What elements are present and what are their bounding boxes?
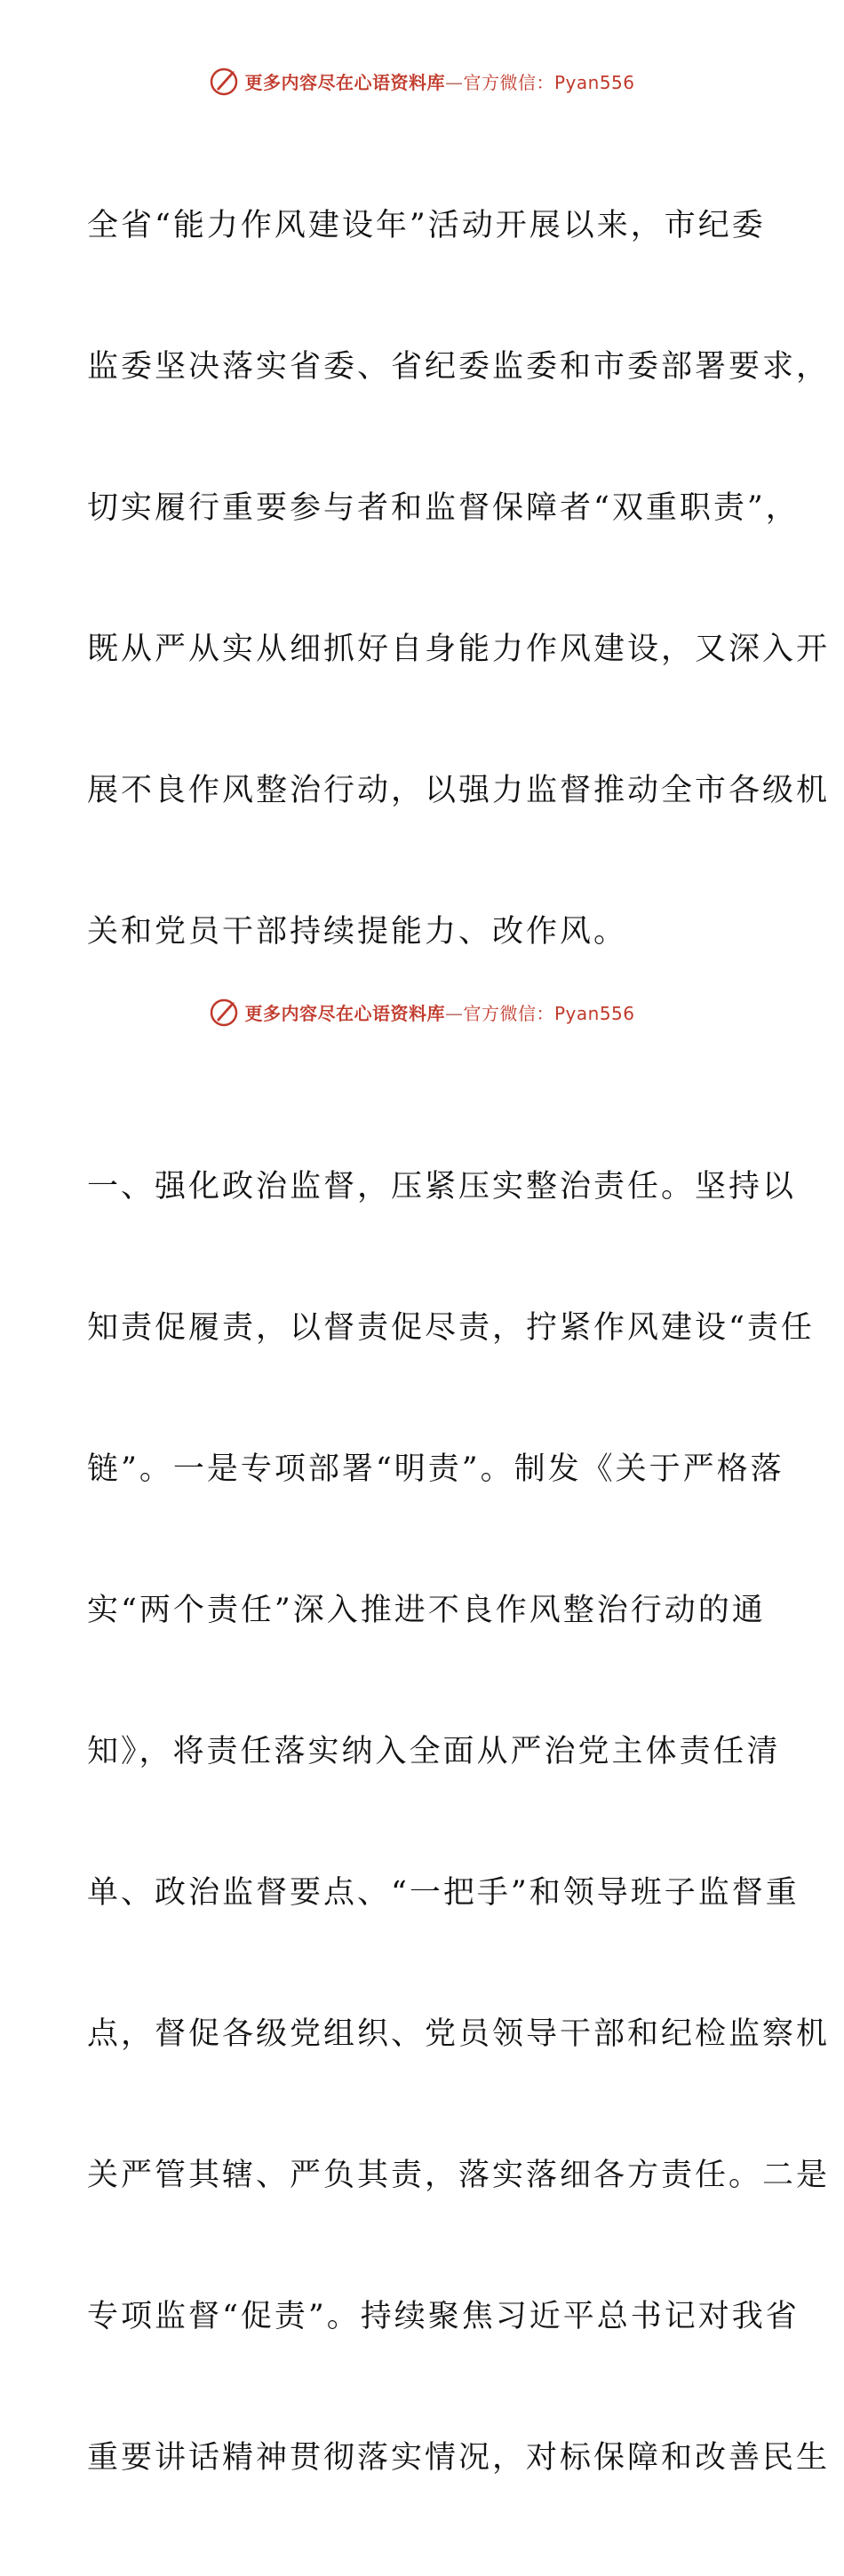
watermark-text	[244, 68, 634, 94]
watermark-site-text: 更多内容尽在心语资料库	[244, 71, 445, 93]
text-line: 监委坚决落实省委、省纪委监委和市委部署要求，	[87, 349, 831, 385]
watermark-separator: —	[444, 71, 464, 93]
paragraph-intro	[87, 108, 831, 1050]
footer-watermark	[0, 994, 844, 1030]
paragraph-section-one	[87, 1069, 831, 2576]
watermark-text	[244, 999, 634, 1025]
text-line: 展不良作风整治行动，以强力监督推动全市各级机	[87, 773, 831, 808]
text-line: 单、政治监督要点、“一把手”和领导班子监督重	[87, 1875, 800, 1911]
text-line: 点，督促各级党组织、党员领导干部和纪检监察机	[87, 2016, 831, 2052]
watermark-wechat-label: 官方微信：	[463, 1002, 554, 1024]
document-body	[87, 108, 831, 2576]
text-line: 关和党员干部持续提能力、改作风。	[87, 914, 628, 950]
text-line: 一、强化政治监督，压紧压实整治责任。坚持以	[87, 1169, 797, 1205]
header-watermark	[0, 63, 844, 99]
text-line: 切实履行重要参与者和监督保障者“双重职责”，	[87, 490, 800, 526]
text-line: 既从严从实从细抓好自身能力作风建设，又深入开	[87, 632, 831, 667]
quill-logo-icon	[209, 996, 241, 1028]
text-line: 链”。一是专项部署“明责”。制发《关于严格落	[87, 1451, 784, 1487]
quill-logo-icon	[209, 65, 241, 97]
watermark-wechat-id: Pyan556	[553, 1002, 635, 1024]
text-line: 知》，将责任落实纳入全面从严治党主体责任清	[87, 1734, 781, 1769]
text-line: 实“两个责任”深入推进不良作风整治行动的通	[87, 1593, 766, 1628]
text-line: 专项监督“促责”。持续聚焦习近平总书记对我省	[87, 2299, 800, 2334]
watermark-site-text: 更多内容尽在心语资料库	[244, 1002, 445, 1024]
text-line: 知责促履责，以督责促尽责，拧紧作风建设“责任	[87, 1310, 815, 1346]
text-line: 全省“能力作风建设年”活动开展以来，市纪委	[87, 208, 766, 243]
watermark-separator: —	[444, 1002, 464, 1024]
watermark-wechat-id: Pyan556	[553, 71, 635, 93]
text-line: 重要讲话精神贯彻落实情况，对标保障和改善民生	[87, 2440, 831, 2476]
watermark-wechat-label: 官方微信：	[463, 71, 554, 93]
text-line: 关严管其辖、严负其责，落实落细各方责任。二是	[87, 2158, 831, 2193]
